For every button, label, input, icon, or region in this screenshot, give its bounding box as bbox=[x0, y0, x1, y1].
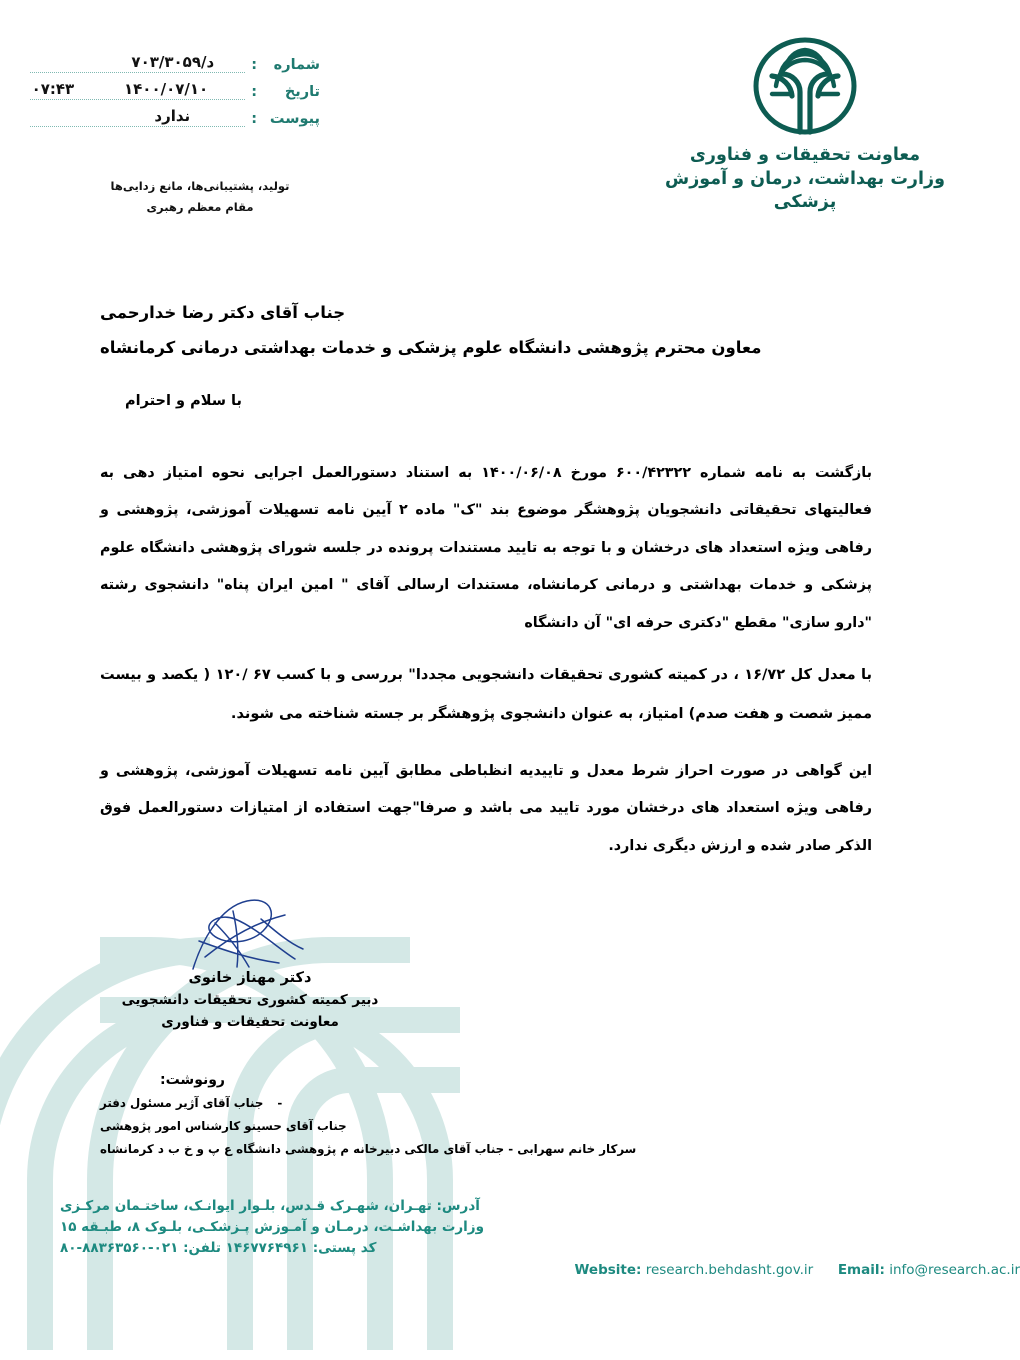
meta-label-number: شماره bbox=[273, 57, 320, 73]
meta-value-date: ۱۴۰۰/۰۷/۱۰ bbox=[121, 80, 211, 98]
signer-name: دکتر مهناز خانوی bbox=[188, 970, 312, 986]
meta-label-date: تاریخ bbox=[284, 84, 320, 100]
signer-role: دبیر کمیته کشوری تحقیقات دانشجویی bbox=[121, 992, 379, 1009]
letter-body bbox=[100, 455, 872, 879]
footer-address-line-1: آدرس: تهـران، شهـرک قـدس، بلـوار ایوانـک، ساختـمان مرکـزی bbox=[60, 1198, 480, 1214]
meta-row-date bbox=[30, 73, 320, 100]
letter-footer bbox=[60, 1196, 1020, 1282]
logo-text-line-1: معاونت تحقیقات و فناوری bbox=[689, 145, 921, 165]
footer-address-line-2: وزارت بهداشـت، درمـان و آمـوزش پـزشکـی، بلـوک ۸، طبـقه ۱۵ bbox=[60, 1218, 484, 1235]
cc-item-dash: - bbox=[277, 1096, 283, 1110]
footer-email-value[interactable]: info@research.ac.ir bbox=[889, 1261, 1020, 1278]
meta-colon-date: : bbox=[251, 84, 257, 100]
meta-row-number bbox=[30, 46, 320, 73]
meta-dotted-line-date bbox=[30, 80, 245, 100]
meta-colon-attachment: : bbox=[251, 111, 257, 127]
addressee-block bbox=[100, 296, 1020, 365]
cc-item-text: جناب آقای آژیر مسئول دفتر bbox=[100, 1096, 264, 1110]
cc-item-text: جناب آقای حسینو کارشناس امور پژوهشی bbox=[100, 1119, 347, 1133]
footer-postal-value: ۱۴۶۷۷۶۴۹۶۱ bbox=[225, 1239, 309, 1256]
meta-dotted-line-number bbox=[30, 53, 245, 73]
slogan-line-2: مقام معظم رهبری bbox=[146, 200, 254, 215]
footer-email-label: Email: bbox=[837, 1261, 885, 1278]
cc-title-text: رونوشت bbox=[165, 1072, 225, 1088]
signer-department: معاونت تحقیقات و فناوری bbox=[161, 1014, 339, 1031]
cc-item-text: سرکار خانم سهرابی - جناب آقای مالکی دبیرخانه م پژوهشی دانشگاه ع پ و خ ب د کرمانشاه bbox=[100, 1142, 637, 1156]
greeting-line: با سلام و احترام bbox=[125, 393, 242, 409]
footer-contact-line bbox=[60, 1238, 1020, 1259]
meta-value-number: د/۷۰۳/۳۰۵۹ bbox=[128, 53, 217, 71]
logo-text-line-2: وزارت بهداشت، درمان و آموزش پزشکی bbox=[665, 168, 945, 213]
body-paragraph-3: این گواهی در صورت احراز شرط معدل و تاییدیه انظباطی مطابق آیین نامه تسهیلات آموزشی، پژوهشی و رفاهی ویژه استعداد های درخشان مورد تایید می باشد و صرفا"جهت استفاده از امتیازات دستورالعمل فوق الذکر صادر شده و ارزش دیگری ندارد. bbox=[100, 762, 872, 854]
meta-colon-number: : bbox=[251, 57, 257, 73]
slogan-line-1: تولید، پشتیبانی‌ها، مانع زدایی‌ها bbox=[110, 179, 290, 193]
body-paragraph-2: با معدل کل ۱۶/۷۲ ، در کمیته کشوری تحقیقات دانشجویی مجددا" بررسی و با کسب ۶۷ /۱۲۰ ( یکصد و بیست ممیز شصت و هفت صدم) امتیاز، به عنوان دانشجوی پژوهشگر بر جسته شناخته می شوند. bbox=[100, 666, 872, 722]
footer-postal-label: کد پستی: bbox=[312, 1239, 377, 1256]
footer-website-value[interactable]: research.behdasht.gov.ir bbox=[645, 1261, 814, 1278]
meta-value-time: ۰۷:۴۳ bbox=[29, 80, 78, 98]
meta-dotted-line-attachment bbox=[30, 107, 245, 127]
body-paragraph-1: بازگشت به نامه شماره ۶۰۰/۴۲۳۲۲ مورخ ۱۴۰۰/۰۶/۰۸ به استناد دستورالعمل اجرایی نحوه امتیاز دهی به فعالیتهای تحقیقاتی دانشجویان پژوهشگر موضوع بند "ک" ماده ۲ آیین نامه تسهیلات آموزشی، پژوهشی و رفاهی ویژه استعداد های درخشان و با توجه به تایید مستندات پرونده در جلسه شورای پژوهشی دانشگاه علوم پزشکی و خدمات بهداشتی و درمانی کرمانشاه، مستندات ارسالی آقای " امین ایران پناه" دانشجوی رشته "دارو سازی" مقطع "دکتری حرفه ای" آن دانشگاه bbox=[100, 465, 872, 631]
carbon-copy-block bbox=[100, 1072, 900, 1161]
year-slogan bbox=[80, 176, 320, 219]
cc-item bbox=[100, 1092, 900, 1115]
ministry-logo-block bbox=[650, 34, 960, 215]
letter-meta-block bbox=[30, 46, 320, 127]
cc-title bbox=[100, 1072, 900, 1088]
footer-web-line bbox=[60, 1259, 1020, 1283]
cc-item bbox=[100, 1115, 900, 1138]
addressee-title: معاون محترم پژوهشی دانشگاه علوم پزشکی و خدمات بهداشتی درمانی کرمانشاه bbox=[100, 337, 762, 357]
letter-header bbox=[0, 0, 1020, 240]
meta-label-attachment: پیوست bbox=[269, 111, 320, 127]
footer-phone-label: تلفن: bbox=[183, 1239, 221, 1256]
meta-value-attachment: ندارد bbox=[151, 107, 193, 125]
addressee-name: جناب آقای دکتر رضا خدارحمی bbox=[100, 303, 346, 322]
cc-item bbox=[100, 1138, 900, 1161]
footer-website-label: Website: bbox=[574, 1261, 642, 1278]
signature-block bbox=[80, 893, 420, 1034]
cc-title-colon: : bbox=[160, 1072, 166, 1088]
tree-in-oval-emblem-icon bbox=[746, 34, 864, 138]
meta-row-attachment bbox=[30, 100, 320, 127]
footer-phone-value: ۰۲۱-۸۸۳۶۳۵۶۰-۸۰ bbox=[60, 1239, 179, 1256]
